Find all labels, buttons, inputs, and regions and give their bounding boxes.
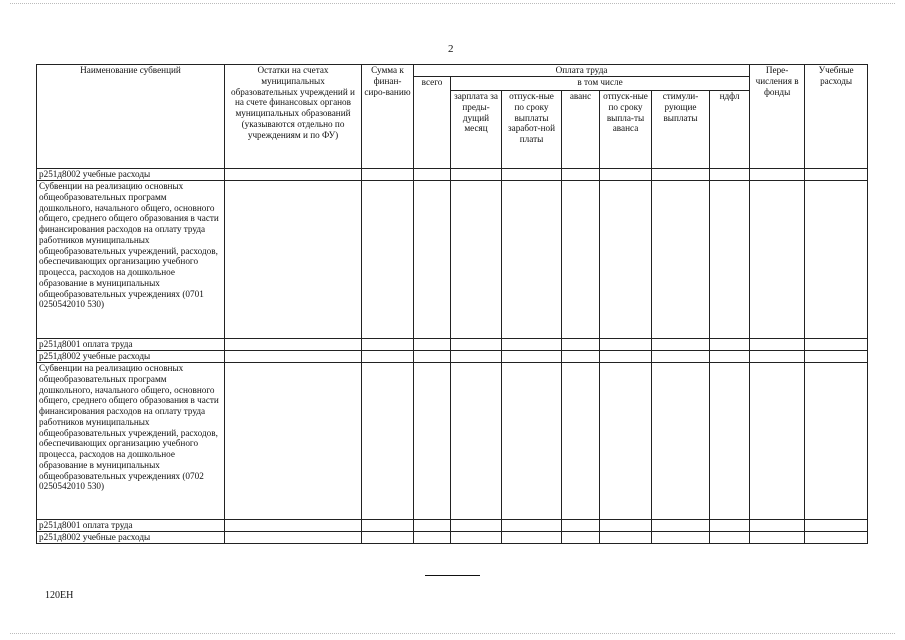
- table-cell: [362, 532, 414, 544]
- row-name: р251д8001 оплата труда: [37, 339, 225, 351]
- table-cell: [414, 339, 451, 351]
- table-cell: [652, 181, 710, 339]
- row-name: р251д8002 учебные расходы: [37, 351, 225, 363]
- table-cell: [451, 339, 502, 351]
- table-cell: [710, 339, 750, 351]
- scan-edge-bottom: [10, 633, 895, 634]
- table-cell: [710, 169, 750, 181]
- table-cell: [750, 169, 805, 181]
- table-cell: [225, 351, 362, 363]
- table-cell: [414, 532, 451, 544]
- table-cell: [225, 363, 362, 520]
- table-cell: [750, 181, 805, 339]
- table-cell: [805, 181, 868, 339]
- row-name: р251д8001 оплата труда: [37, 520, 225, 532]
- table-cell: [451, 169, 502, 181]
- table-cell: [362, 339, 414, 351]
- table-cell: [750, 532, 805, 544]
- header-row-1: [37, 65, 868, 77]
- signature-line: [425, 575, 480, 576]
- table-cell: [414, 351, 451, 363]
- table-cell: [414, 169, 451, 181]
- header-total: всего: [414, 77, 451, 169]
- table-cell: [451, 181, 502, 339]
- table-cell: [225, 169, 362, 181]
- page-number: 2: [448, 43, 454, 55]
- table-cell: [652, 520, 710, 532]
- table-cell: [451, 520, 502, 532]
- table-cell: [562, 181, 600, 339]
- table-cell: [562, 520, 600, 532]
- table-row: [37, 520, 868, 532]
- table-cell: [710, 181, 750, 339]
- table-cell: [502, 363, 562, 520]
- table-cell: [750, 351, 805, 363]
- table-cell: [502, 169, 562, 181]
- header-salary-prev-month: зарплата за преды-дущий месяц: [451, 91, 502, 169]
- row-name: Субвенции на реализацию основных общеобразовательных программ дошкольного, начального общего, основного общего, среднего общего образования в части финансирования расходов на оплату труда работников муниципальных общеобразовательных учреждений, расходов, обеспечивающих организацию учебного процесса, расходов на дошкольное образование в муниципальных общеобразовательных учреждениях (0702 0250542010 530): [37, 363, 225, 520]
- table-cell: [362, 363, 414, 520]
- table-row: [37, 339, 868, 351]
- table-cell: [502, 520, 562, 532]
- table-cell: [502, 351, 562, 363]
- header-vacation-pay-advance: отпуск-ные по сроку выпла-ты аванса: [600, 91, 652, 169]
- table-cell: [225, 520, 362, 532]
- header-fund-transfers: Пере-числения в фонды: [750, 65, 805, 169]
- row-name: р251д8002 учебные расходы: [37, 532, 225, 544]
- table-cell: [362, 351, 414, 363]
- table-row: [37, 169, 868, 181]
- row-name: р251д8002 учебные расходы: [37, 169, 225, 181]
- table-cell: [502, 339, 562, 351]
- header-advance: аванс: [562, 91, 600, 169]
- table-cell: [562, 169, 600, 181]
- table-cell: [362, 169, 414, 181]
- row-name: Субвенции на реализацию основных общеобразовательных программ дошкольного, начального общего, основного общего, среднего общего образования в части финансирования расходов на оплату труда работников муниципальных общеобразовательных учреждений, расходов, обеспечивающих организацию учебного процесса, расходов на дошкольное образование в муниципальных общеобразовательных учреждениях (0701 0250542010 530): [37, 181, 225, 339]
- table-cell: [502, 532, 562, 544]
- header-balances: Остатки на счетах муниципальных образовательных учреждений и на счете финансовых органов муниципальных образований (указываются отдельно по учреждениям и по ФУ): [225, 65, 362, 169]
- header-incentive-payments: стимули-рующие выплаты: [652, 91, 710, 169]
- table-cell: [562, 363, 600, 520]
- footer-code: 120ЕН: [45, 590, 74, 601]
- scan-edge-top: [10, 3, 895, 4]
- header-educational-expenses: Учебные расходы: [805, 65, 868, 169]
- table-cell: [652, 532, 710, 544]
- table-cell: [710, 532, 750, 544]
- table-cell: [562, 532, 600, 544]
- table-cell: [451, 363, 502, 520]
- table-cell: [414, 181, 451, 339]
- table-cell: [600, 363, 652, 520]
- table-cell: [600, 351, 652, 363]
- table-cell: [652, 339, 710, 351]
- table-cell: [414, 363, 451, 520]
- table-cell: [362, 520, 414, 532]
- table-cell: [805, 532, 868, 544]
- header-vacation-pay-on-time: отпуск-ные по сроку выплаты заработ-ной платы: [502, 91, 562, 169]
- table-cell: [805, 339, 868, 351]
- subsidies-table: [36, 64, 868, 544]
- table-cell: [750, 363, 805, 520]
- table-cell: [750, 520, 805, 532]
- table-cell: [652, 351, 710, 363]
- table-cell: [710, 363, 750, 520]
- table-cell: [750, 339, 805, 351]
- table-cell: [805, 169, 868, 181]
- table-cell: [600, 339, 652, 351]
- table-cell: [225, 181, 362, 339]
- table-cell: [562, 351, 600, 363]
- header-payroll: Оплата труда: [414, 65, 750, 77]
- table-cell: [710, 520, 750, 532]
- table-cell: [805, 520, 868, 532]
- table-cell: [225, 339, 362, 351]
- header-name: Наименование субвенций: [37, 65, 225, 169]
- table-cell: [652, 169, 710, 181]
- table-cell: [710, 351, 750, 363]
- table-cell: [600, 181, 652, 339]
- table-cell: [502, 181, 562, 339]
- table-cell: [451, 532, 502, 544]
- table-cell: [600, 520, 652, 532]
- table-cell: [600, 169, 652, 181]
- table-cell: [562, 339, 600, 351]
- table-cell: [600, 532, 652, 544]
- table-row: [37, 351, 868, 363]
- table-cell: [414, 520, 451, 532]
- table-cell: [652, 363, 710, 520]
- header-including: в том числе: [451, 77, 750, 91]
- table-row: [37, 181, 868, 339]
- header-personal-income-tax: ндфл: [710, 91, 750, 169]
- table-row: [37, 363, 868, 520]
- table-cell: [362, 181, 414, 339]
- table-cell: [451, 351, 502, 363]
- table-cell: [805, 363, 868, 520]
- table-cell: [805, 351, 868, 363]
- header-financing-sum: Сумма к финан-сиро-ванию: [362, 65, 414, 169]
- table-row: [37, 532, 868, 544]
- table-cell: [225, 532, 362, 544]
